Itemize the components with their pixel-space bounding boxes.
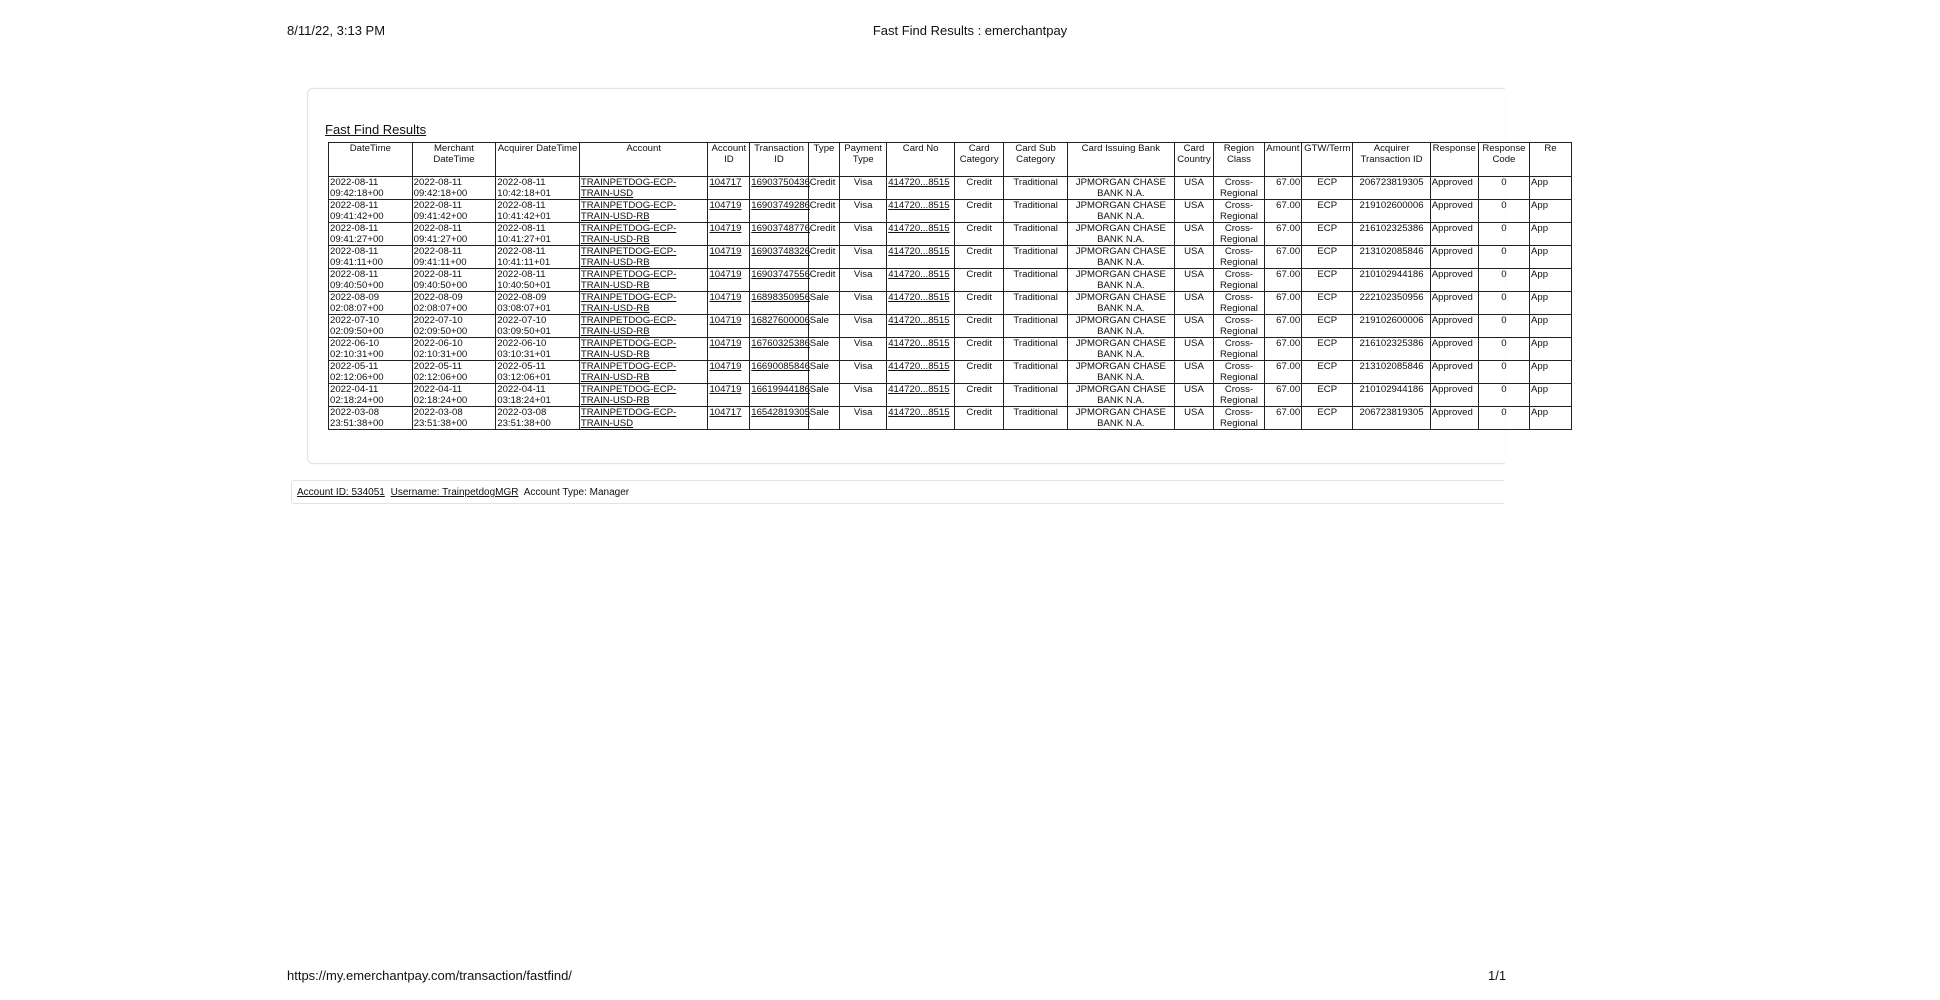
card-country-cell: USA [1174,200,1214,223]
table-row[interactable] [329,315,1572,338]
column-header: Region Class [1214,143,1264,177]
truncated-column-cell: App [1530,269,1572,292]
column-header: Amount [1264,143,1302,177]
header-row [329,143,1572,177]
response-code-cell: 0 [1478,292,1529,315]
response-cell: Approved [1430,361,1478,384]
card-country-cell: USA [1174,269,1214,292]
card-sub-category-cell: Traditional [1004,384,1068,407]
gtw-term-cell: ECP [1302,200,1353,223]
payment-type-cell: Visa [840,292,887,315]
response-cell: Approved [1430,269,1478,292]
response-code-cell: 0 [1478,361,1529,384]
card-sub-category-cell: Traditional [1004,223,1068,246]
column-header: Transaction ID [750,143,809,177]
datetime-cell: 2022-08-11 09:41:42+00 [329,200,413,223]
column-header: Merchant DateTime [412,143,496,177]
column-header: Account [579,143,708,177]
region-class-cell: Cross-Regional [1214,269,1264,292]
region-class-cell: Cross-Regional [1214,315,1264,338]
card-country-cell: USA [1174,384,1214,407]
account-link[interactable]: TRAINPETDOG-ECP-TRAIN-USD [579,407,708,430]
account-link[interactable]: TRAINPETDOG-ECP-TRAIN-USD-RB [579,361,708,384]
card-number-link[interactable]: 414720...8515 [887,384,955,407]
acquirer-transaction-id-cell: 206723819305 [1353,407,1430,430]
card-category-cell: Credit [955,200,1004,223]
merchant-datetime-cell: 2022-08-09 02:08:07+00 [412,292,496,315]
response-code-cell: 0 [1478,338,1529,361]
card-country-cell: USA [1174,177,1214,200]
truncated-column-cell: App [1530,315,1572,338]
acquirer-datetime-cell: 2022-08-11 10:41:27+01 [496,223,580,246]
card-category-cell: Credit [955,338,1004,361]
merchant-datetime-cell: 2022-07-10 02:09:50+00 [412,315,496,338]
datetime-cell: 2022-06-10 02:10:31+00 [329,338,413,361]
payment-type-cell: Visa [840,315,887,338]
amount-cell: 67.00 [1264,384,1302,407]
datetime-cell: 2022-08-11 09:41:27+00 [329,223,413,246]
column-header: Card Issuing Bank [1068,143,1175,177]
truncated-column-cell: App [1530,292,1572,315]
truncated-column-cell: App [1530,384,1572,407]
merchant-datetime-cell: 2022-08-11 09:41:11+00 [412,246,496,269]
account-link[interactable]: TRAINPETDOG-ECP-TRAIN-USD-RB [579,269,708,292]
card-number-link[interactable]: 414720...8515 [887,246,955,269]
results-panel [307,88,1557,464]
response-code-cell: 0 [1478,223,1529,246]
response-cell: Approved [1430,246,1478,269]
gtw-term-cell: ECP [1302,223,1353,246]
table-row[interactable] [329,223,1572,246]
gtw-term-cell: ECP [1302,315,1353,338]
account-id-link[interactable]: 104719 [708,338,750,361]
acquirer-transaction-id-cell: 213102085846 [1353,246,1430,269]
acquirer-transaction-id-cell: 222102350956 [1353,292,1430,315]
results-table-wrap [328,142,1557,430]
datetime-cell: 2022-04-11 02:18:24+00 [329,384,413,407]
column-header: GTW/Term [1302,143,1353,177]
datetime-cell: 2022-07-10 02:09:50+00 [329,315,413,338]
card-country-cell: USA [1174,361,1214,384]
issuing-bank-cell: JPMORGAN CHASE BANK N.A. [1068,384,1175,407]
region-class-cell: Cross-Regional [1214,223,1264,246]
account-id-link[interactable]: 104719 [708,246,750,269]
acquirer-transaction-id-cell: 210102944186 [1353,384,1430,407]
datetime-cell: 2022-08-09 02:08:07+00 [329,292,413,315]
payment-type-cell: Visa [840,246,887,269]
response-code-cell: 0 [1478,407,1529,430]
merchant-datetime-cell: 2022-08-11 09:41:27+00 [412,223,496,246]
response-cell: Approved [1430,292,1478,315]
payment-type-cell: Visa [840,269,887,292]
acquirer-transaction-id-cell: 216102325386 [1353,338,1430,361]
response-code-cell: 0 [1478,246,1529,269]
issuing-bank-cell: JPMORGAN CHASE BANK N.A. [1068,246,1175,269]
transaction-id-link[interactable]: 16898350956 [750,292,809,315]
type-cell: Credit [808,177,839,200]
card-sub-category-cell: Traditional [1004,246,1068,269]
card-number-link[interactable]: 414720...8515 [887,200,955,223]
datetime-cell: 2022-03-08 23:51:38+00 [329,407,413,430]
acquirer-datetime-cell: 2022-05-11 03:12:06+01 [496,361,580,384]
account-link[interactable]: TRAINPETDOG-ECP-TRAIN-USD-RB [579,384,708,407]
account-id-link[interactable]: 104717 [708,407,750,430]
transaction-id-link[interactable]: 16760325386 [750,338,809,361]
acquirer-datetime-cell: 2022-04-11 03:18:24+01 [496,384,580,407]
transaction-id-link[interactable]: 16619944186 [750,384,809,407]
merchant-datetime-cell: 2022-08-11 09:40:50+00 [412,269,496,292]
truncated-column-cell: App [1530,338,1572,361]
card-sub-category-cell: Traditional [1004,177,1068,200]
region-class-cell: Cross-Regional [1214,361,1264,384]
card-country-cell: USA [1174,315,1214,338]
payment-type-cell: Visa [840,200,887,223]
status-bar [291,480,1504,504]
card-number-link[interactable]: 414720...8515 [887,177,955,200]
type-cell: Sale [808,361,839,384]
column-header: Acquirer Transaction ID [1353,143,1430,177]
account-id-link[interactable]: 104719 [708,292,750,315]
acquirer-transaction-id-cell: 219102600006 [1353,200,1430,223]
response-code-cell: 0 [1478,200,1529,223]
merchant-datetime-cell: 2022-08-11 09:41:42+00 [412,200,496,223]
card-category-cell: Credit [955,315,1004,338]
table-row[interactable] [329,246,1572,269]
table-row[interactable] [329,200,1572,223]
response-code-cell: 0 [1478,315,1529,338]
truncated-column-cell: App [1530,407,1572,430]
gtw-term-cell: ECP [1302,361,1353,384]
account-id-link[interactable]: 104717 [708,177,750,200]
table-row[interactable] [329,338,1572,361]
type-cell: Sale [808,384,839,407]
card-category-cell: Credit [955,361,1004,384]
results-body [329,177,1572,430]
issuing-bank-cell: JPMORGAN CHASE BANK N.A. [1068,407,1175,430]
table-row[interactable] [329,407,1572,430]
response-code-cell: 0 [1478,384,1529,407]
account-link[interactable]: TRAINPETDOG-ECP-TRAIN-USD-RB [579,246,708,269]
issuing-bank-cell: JPMORGAN CHASE BANK N.A. [1068,200,1175,223]
type-cell: Credit [808,269,839,292]
region-class-cell: Cross-Regional [1214,338,1264,361]
gtw-term-cell: ECP [1302,177,1353,200]
response-cell: Approved [1430,384,1478,407]
gtw-term-cell: ECP [1302,338,1353,361]
column-header: Response Code [1478,143,1529,177]
datetime-cell: 2022-08-11 09:40:50+00 [329,269,413,292]
card-category-cell: Credit [955,177,1004,200]
amount-cell: 67.00 [1264,361,1302,384]
region-class-cell: Cross-Regional [1214,292,1264,315]
merchant-datetime-cell: 2022-06-10 02:10:31+00 [412,338,496,361]
card-number-link[interactable]: 414720...8515 [887,407,955,430]
card-country-cell: USA [1174,246,1214,269]
results-table [328,142,1572,430]
region-class-cell: Cross-Regional [1214,177,1264,200]
card-sub-category-cell: Traditional [1004,200,1068,223]
account-id-link[interactable]: 104719 [708,384,750,407]
column-header: Re [1530,143,1572,177]
account-link[interactable]: TRAINPETDOG-ECP-TRAIN-USD-RB [579,223,708,246]
gtw-term-cell: ECP [1302,407,1353,430]
username-link[interactable]: Username: TrainpetdogMGR [390,487,519,498]
response-cell: Approved [1430,407,1478,430]
card-number-link[interactable]: 414720...8515 [887,269,955,292]
card-country-cell: USA [1174,292,1214,315]
card-category-cell: Credit [955,246,1004,269]
transaction-id-link[interactable]: 16903748326 [750,246,809,269]
account-link[interactable]: TRAINPETDOG-ECP-TRAIN-USD [579,177,708,200]
amount-cell: 67.00 [1264,223,1302,246]
gtw-term-cell: ECP [1302,384,1353,407]
amount-cell: 67.00 [1264,338,1302,361]
amount-cell: 67.00 [1264,177,1302,200]
account-id-link[interactable]: 104719 [708,361,750,384]
issuing-bank-cell: JPMORGAN CHASE BANK N.A. [1068,292,1175,315]
transaction-id-link[interactable]: 16903747556 [750,269,809,292]
transaction-id-link[interactable]: 16542819305 [750,407,809,430]
acquirer-transaction-id-cell: 216102325386 [1353,223,1430,246]
amount-cell: 67.00 [1264,292,1302,315]
acquirer-transaction-id-cell: 210102944186 [1353,269,1430,292]
column-header: Payment Type [840,143,887,177]
account-link[interactable]: TRAINPETDOG-ECP-TRAIN-USD-RB [579,338,708,361]
account-id-link[interactable]: 104719 [708,200,750,223]
card-number-link[interactable]: 414720...8515 [887,338,955,361]
card-country-cell: USA [1174,338,1214,361]
card-sub-category-cell: Traditional [1004,269,1068,292]
type-cell: Sale [808,292,839,315]
region-class-cell: Cross-Regional [1214,407,1264,430]
payment-type-cell: Visa [840,361,887,384]
datetime-cell: 2022-08-11 09:42:18+00 [329,177,413,200]
card-number-link[interactable]: 414720...8515 [887,223,955,246]
card-country-cell: USA [1174,223,1214,246]
type-cell: Credit [808,200,839,223]
type-cell: Sale [808,338,839,361]
card-number-link[interactable]: 414720...8515 [887,361,955,384]
acquirer-transaction-id-cell: 213102085846 [1353,361,1430,384]
transaction-id-link[interactable]: 16690085846 [750,361,809,384]
card-number-link[interactable]: 414720...8515 [887,292,955,315]
merchant-datetime-cell: 2022-04-11 02:18:24+00 [412,384,496,407]
truncated-column-cell: App [1530,246,1572,269]
merchant-datetime-cell: 2022-08-11 09:42:18+00 [412,177,496,200]
results-title: Fast Find Results [325,122,427,137]
amount-cell: 67.00 [1264,269,1302,292]
type-cell: Sale [808,315,839,338]
transaction-id-link[interactable]: 16903748776 [750,223,809,246]
column-header: Card Country [1174,143,1214,177]
payment-type-cell: Visa [840,384,887,407]
truncated-column-cell: App [1530,177,1572,200]
card-sub-category-cell: Traditional [1004,338,1068,361]
account-link[interactable]: TRAINPETDOG-ECP-TRAIN-USD-RB [579,200,708,223]
card-sub-category-cell: Traditional [1004,292,1068,315]
card-category-cell: Credit [955,269,1004,292]
card-category-cell: Credit [955,384,1004,407]
response-cell: Approved [1430,223,1478,246]
transaction-id-link[interactable]: 16903750436 [750,177,809,200]
print-footer-page: 1/1 [1488,968,1507,983]
account-type-label: Account Type: Manager [523,487,630,498]
issuing-bank-cell: JPMORGAN CHASE BANK N.A. [1068,315,1175,338]
table-row[interactable] [329,384,1572,407]
amount-cell: 67.00 [1264,246,1302,269]
amount-cell: 67.00 [1264,315,1302,338]
truncated-column-cell: App [1530,223,1572,246]
merchant-datetime-cell: 2022-03-08 23:51:38+00 [412,407,496,430]
card-sub-category-cell: Traditional [1004,407,1068,430]
acquirer-datetime-cell: 2022-08-11 10:42:18+01 [496,177,580,200]
account-id-link[interactable]: 104719 [708,223,750,246]
account-id-link[interactable]: Account ID: 534051 [297,487,385,498]
column-header: Account ID [708,143,750,177]
column-header: Response [1430,143,1478,177]
acquirer-datetime-cell: 2022-07-10 03:09:50+01 [496,315,580,338]
issuing-bank-cell: JPMORGAN CHASE BANK N.A. [1068,269,1175,292]
issuing-bank-cell: JPMORGAN CHASE BANK N.A. [1068,338,1175,361]
print-header-title: Fast Find Results : emerchantpay [872,23,1068,38]
table-row[interactable] [329,269,1572,292]
acquirer-datetime-cell: 2022-08-09 03:08:07+01 [496,292,580,315]
acquirer-datetime-cell: 2022-03-08 23:51:38+00 [496,407,580,430]
type-cell: Credit [808,223,839,246]
card-category-cell: Credit [955,223,1004,246]
card-category-cell: Credit [955,292,1004,315]
column-header: DateTime [329,143,413,177]
issuing-bank-cell: JPMORGAN CHASE BANK N.A. [1068,223,1175,246]
acquirer-transaction-id-cell: 219102600006 [1353,315,1430,338]
merchant-datetime-cell: 2022-05-11 02:12:06+00 [412,361,496,384]
response-cell: Approved [1430,315,1478,338]
acquirer-datetime-cell: 2022-06-10 03:10:31+01 [496,338,580,361]
acquirer-datetime-cell: 2022-08-11 10:41:42+01 [496,200,580,223]
gtw-term-cell: ECP [1302,269,1353,292]
region-class-cell: Cross-Regional [1214,246,1264,269]
payment-type-cell: Visa [840,223,887,246]
region-class-cell: Cross-Regional [1214,200,1264,223]
account-link[interactable]: TRAINPETDOG-ECP-TRAIN-USD-RB [579,315,708,338]
amount-cell: 67.00 [1264,407,1302,430]
table-row[interactable] [329,292,1572,315]
acquirer-datetime-cell: 2022-08-11 10:40:50+01 [496,269,580,292]
payment-type-cell: Visa [840,177,887,200]
response-cell: Approved [1430,338,1478,361]
print-header-date: 8/11/22, 3:13 PM [287,23,386,38]
table-row[interactable] [329,361,1572,384]
card-number-link[interactable]: 414720...8515 [887,315,955,338]
column-header: Card Sub Category [1004,143,1068,177]
datetime-cell: 2022-05-11 02:12:06+00 [329,361,413,384]
print-footer-url: https://my.emerchantpay.com/transaction/fastfind/ [287,968,572,983]
card-sub-category-cell: Traditional [1004,315,1068,338]
column-header: Acquirer DateTime [496,143,580,177]
transaction-id-link[interactable]: 16827600006 [750,315,809,338]
gtw-term-cell: ECP [1302,292,1353,315]
issuing-bank-cell: JPMORGAN CHASE BANK N.A. [1068,177,1175,200]
card-category-cell: Credit [955,407,1004,430]
account-link[interactable]: TRAINPETDOG-ECP-TRAIN-USD-RB [579,292,708,315]
table-row[interactable] [329,177,1572,200]
account-id-link[interactable]: 104719 [708,269,750,292]
response-cell: Approved [1430,177,1478,200]
column-header: Type [808,143,839,177]
type-cell: Credit [808,246,839,269]
issuing-bank-cell: JPMORGAN CHASE BANK N.A. [1068,361,1175,384]
account-id-link[interactable]: 104719 [708,315,750,338]
card-sub-category-cell: Traditional [1004,361,1068,384]
amount-cell: 67.00 [1264,200,1302,223]
payment-type-cell: Visa [840,338,887,361]
datetime-cell: 2022-08-11 09:41:11+00 [329,246,413,269]
response-cell: Approved [1430,200,1478,223]
column-header: Card Category [955,143,1004,177]
truncated-column-cell: App [1530,361,1572,384]
acquirer-transaction-id-cell: 206723819305 [1353,177,1430,200]
acquirer-datetime-cell: 2022-08-11 10:41:11+01 [496,246,580,269]
truncated-column-cell: App [1530,200,1572,223]
payment-type-cell: Visa [840,407,887,430]
region-class-cell: Cross-Regional [1214,384,1264,407]
gtw-term-cell: ECP [1302,246,1353,269]
response-code-cell: 0 [1478,269,1529,292]
card-country-cell: USA [1174,407,1214,430]
transaction-id-link[interactable]: 16903749286 [750,200,809,223]
column-header: Card No [887,143,955,177]
type-cell: Sale [808,407,839,430]
response-code-cell: 0 [1478,177,1529,200]
